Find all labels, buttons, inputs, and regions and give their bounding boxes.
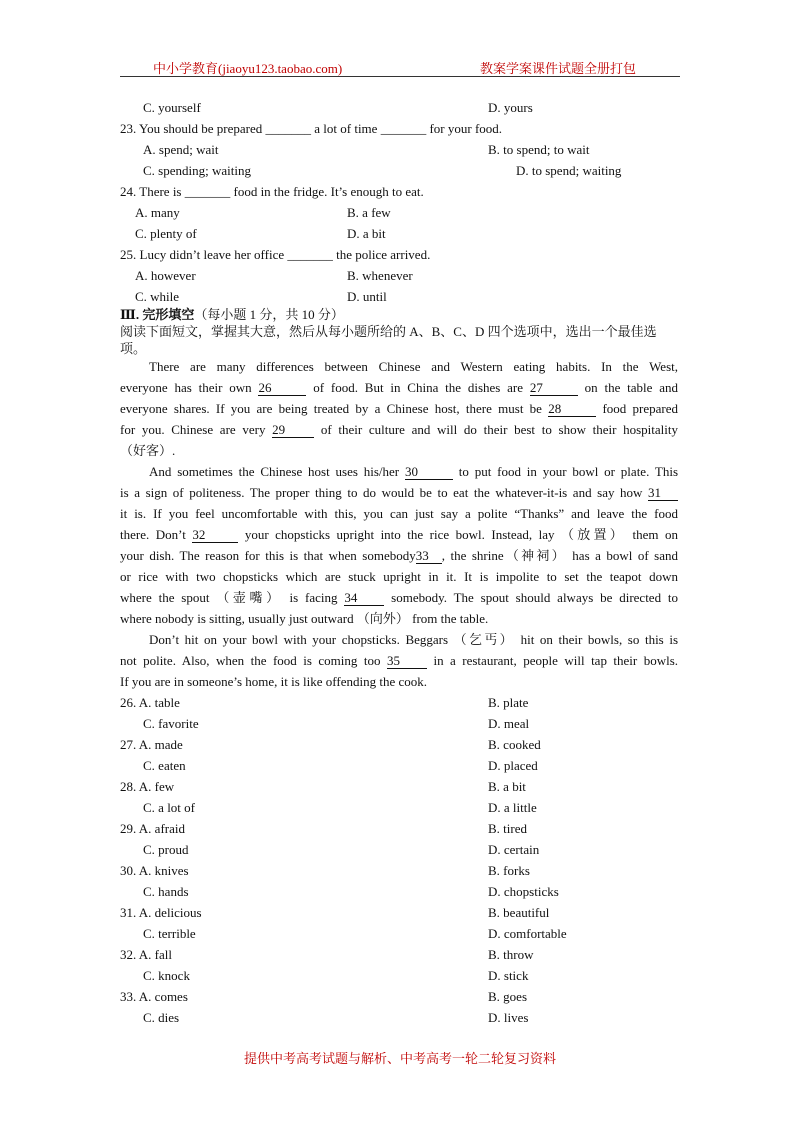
q23-stem-c: for your food. xyxy=(429,121,503,136)
blank-31: 31 xyxy=(648,486,678,501)
section-instructions-line1: 阅读下面短文，掌握其大意，然后从每小题所给的 A、B、C、D 四个选项中，选出一个最佳选 xyxy=(120,324,657,339)
option-c: C. terrible xyxy=(143,926,196,941)
passage-line: Don’t hit on your bowl with your chopsticks. Beggars （乞丐） hit on their bowls, so this is xyxy=(149,632,678,647)
blank-29: 29 xyxy=(272,423,314,438)
q23-blank-2: _______ xyxy=(380,121,427,136)
passage-text: of food. But in China the dishes are xyxy=(313,380,524,395)
passage-text: in a restaurant, people will tap their bowls. xyxy=(433,653,679,668)
option-d: D. chopsticks xyxy=(488,884,559,899)
blank-32: 32 xyxy=(192,528,238,543)
option-d: D. meal xyxy=(488,716,530,731)
passage-text: somebody. The spout should always be directed to xyxy=(391,590,679,605)
passage-text: , the shrine（神祠） has a bowl of sand xyxy=(441,548,678,563)
passage-line: If you are in someone’s home, it is like offending the cook. xyxy=(120,674,427,689)
passage-line xyxy=(120,652,678,670)
header-right-text: 教案学案课件试题全册打包 xyxy=(480,61,637,76)
option-d: D. a little xyxy=(488,800,537,815)
passage-text: And sometimes the Chinese host uses his/her xyxy=(149,464,400,479)
passage-text: there. Don’t xyxy=(120,527,186,542)
passage-line xyxy=(120,547,678,565)
q25-option-c: C. while xyxy=(135,289,180,304)
option-b: B. forks xyxy=(488,863,530,878)
q24-stem: 24. There is _______ food in the fridge. It’s enough to eat. xyxy=(120,184,424,199)
q24-option-d: D. a bit xyxy=(347,226,386,241)
q24-option-b: B. a few xyxy=(347,205,391,220)
option-c: C. hands xyxy=(143,884,189,899)
section-title xyxy=(120,306,344,324)
option-d: D. placed xyxy=(488,758,538,773)
passage-text: on the table and xyxy=(584,380,679,395)
passage-line: where nobody is sitting, usually just outward （向外） from the table. xyxy=(120,611,489,626)
option-c: C. favorite xyxy=(143,716,199,731)
option-a: 32. A. fall xyxy=(120,947,172,962)
q23-blank-1: _______ xyxy=(265,121,312,136)
passage-text: food prepared xyxy=(602,401,678,416)
passage-line xyxy=(120,379,678,397)
option-c: C. proud xyxy=(143,842,189,857)
option-b: B. a bit xyxy=(488,779,526,794)
passage-line xyxy=(120,589,678,607)
q25-stem: 25. Lucy didn’t leave her office _______ the police arrived. xyxy=(120,247,431,262)
option-b: B. tired xyxy=(488,821,527,836)
blank-33: 33 xyxy=(416,549,442,564)
option-b: B. throw xyxy=(488,947,534,962)
passage-line xyxy=(120,421,678,439)
option-c: C. dies xyxy=(143,1010,180,1025)
q24-option-a: A. many xyxy=(135,205,180,220)
option-a: 29. A. afraid xyxy=(120,821,185,836)
option-b: B. beautiful xyxy=(488,905,550,920)
passage-line xyxy=(120,526,678,544)
option-d: D. stick xyxy=(488,968,529,983)
blank-27: 27 xyxy=(530,381,578,396)
passage-line xyxy=(120,484,678,502)
passage-line: There are many differences between Chinese and Western eating habits. In the West, xyxy=(149,359,678,374)
passage-text: your dish. The reason for this is that when somebody xyxy=(120,548,416,563)
option-d: D. lives xyxy=(488,1010,529,1025)
option-d: D. certain xyxy=(488,842,540,857)
passage-line: or rice with two chopsticks which are stuck upright in it. It is impolite to set the teapot down xyxy=(120,569,678,584)
q25-option-d: D. until xyxy=(347,289,387,304)
section-title-main: Ⅲ. 完形填空 xyxy=(120,307,195,322)
blank-26: 26 xyxy=(258,381,306,396)
passage-text: everyone shares. If you are being treated by a Chinese host, there must be xyxy=(120,401,542,416)
passage-text: your chopsticks upright into the rice bowl. Instead, lay （放置） them on xyxy=(244,527,679,542)
passage-text: to put food in your bowl or plate. This xyxy=(458,464,679,479)
passage-text: of their culture and will do their best to show their hospitality xyxy=(320,422,679,437)
option-d: D. comfortable xyxy=(488,926,567,941)
blank-35: 35 xyxy=(387,654,427,669)
q22-option-d: D. yours xyxy=(488,100,533,115)
q23-option-a: A. spend; wait xyxy=(143,142,219,157)
q23-stem-a: 23. You should be prepared xyxy=(120,121,263,136)
q22-option-c: C. yourself xyxy=(143,100,201,115)
option-a: 27. A. made xyxy=(120,737,183,752)
passage-text: not polite. Also, when the food is coming too xyxy=(120,653,381,668)
option-c: C. knock xyxy=(143,968,190,983)
header-left-text: 中小学教育(jiaoyu123.taobao.com) xyxy=(153,61,343,76)
section-instructions-line2: 项。 xyxy=(120,341,147,356)
q23-option-b: B. to spend; to wait xyxy=(488,142,590,157)
option-b: B. cooked xyxy=(488,737,541,752)
passage-line xyxy=(120,400,678,418)
passage-text: everyone has their own xyxy=(120,380,252,395)
passage-line xyxy=(120,463,678,481)
q24-option-c: C. plenty of xyxy=(135,226,197,241)
passage-text: where the spout （壶嘴） is facing xyxy=(120,590,338,605)
option-a: 31. A. delicious xyxy=(120,905,202,920)
passage-text: for you. Chinese are very xyxy=(120,422,266,437)
page-footer: 提供中考高考试题与解析、中考高考一轮二轮复习资料 xyxy=(243,1051,556,1066)
q23-option-d: D. to spend; waiting xyxy=(516,163,622,178)
passage-text: is a sign of politeness. The proper thing to do would be to eat the whatever-it-is and say how xyxy=(120,485,643,500)
q23-stem-b: a lot of time xyxy=(314,121,378,136)
page-header xyxy=(120,58,680,77)
option-a: 30. A. knives xyxy=(120,863,189,878)
option-a: 28. A. few xyxy=(120,779,175,794)
section-title-scoring: （每小题 1 分，共 10 分） xyxy=(194,307,344,322)
q25-option-a: A. however xyxy=(135,268,196,283)
blank-28: 28 xyxy=(548,402,596,417)
blank-34: 34 xyxy=(344,591,384,606)
q23-stem xyxy=(120,120,502,138)
option-a: 33. A. comes xyxy=(120,989,188,1004)
q25-option-b: B. whenever xyxy=(347,268,413,283)
q23-option-c: C. spending; waiting xyxy=(143,163,251,178)
blank-30: 30 xyxy=(405,465,453,480)
option-b: B. plate xyxy=(488,695,529,710)
option-c: C. a lot of xyxy=(143,800,195,815)
option-c: C. eaten xyxy=(143,758,186,773)
passage-line: （好客）. xyxy=(120,443,176,458)
passage-line: it is. If you feel uncomfortable with this, you can just say a polite “Thanks” and leave the food xyxy=(120,506,678,521)
option-a: 26. A. table xyxy=(120,695,180,710)
option-b: B. goes xyxy=(488,989,527,1004)
